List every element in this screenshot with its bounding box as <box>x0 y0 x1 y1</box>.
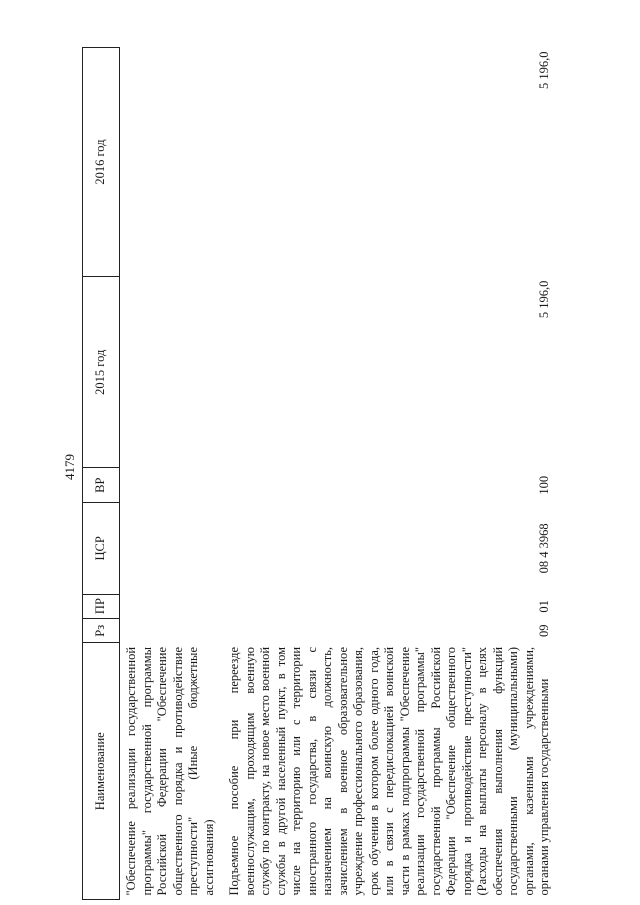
header-2016: 2016 год <box>83 48 120 277</box>
header-2015: 2015 год <box>83 277 120 468</box>
header-csr: ЦСР <box>83 503 120 595</box>
rotated-document-page <box>60 40 600 900</box>
row-name: "Обеспечение реализации государственной программы" государственной программы Российской Федерации "Обеспечение общественного порядка и противодействие преступности" (Иные бюджетные ассигнования) <box>124 646 216 896</box>
row-name: Подъемное пособие при переезде военнослужащим, проходящим военную службу по контракту, на новое место военной службы в другой населенный пункт, в том числе на территорию или с территории иностранного государства, в связи с назначением на воинскую должность, зачислением в военное образовательное учреждение профессионального образования, срок обучения в котором более одного года, или в связи с передислокацией воинской части в рамках подпрограммы "Обеспечение реализации государственной программы" государственной программы Российской Федерации "Обеспечение общественного порядка и противодействие преступности" (Расходы на выплаты персоналу в целях обеспечения выполнения функций государственными (муниципальными) органами, казенными учреждениями, органами управления государственными <box>227 646 551 896</box>
row-2016 <box>120 48 224 277</box>
row-2015: 5 196,0 <box>537 280 551 319</box>
header-rz: Рз <box>83 619 120 643</box>
row-csr: 08 4 3968 <box>537 523 551 574</box>
row-rz: 09 <box>537 624 551 638</box>
header-pr: ПР <box>83 594 120 618</box>
row-pr: 01 <box>537 600 551 613</box>
page-number: 4179 <box>62 454 77 480</box>
row-pr <box>120 594 224 618</box>
table-row <box>120 48 224 900</box>
row-vr <box>120 468 224 503</box>
budget-table <box>82 47 559 900</box>
header-vr: ВР <box>83 468 120 503</box>
header-name: Наименование <box>83 643 120 900</box>
row-csr <box>120 503 224 595</box>
table-row <box>223 48 559 900</box>
row-2015 <box>120 277 224 468</box>
row-rz <box>120 619 224 643</box>
row-2016: 5 196,0 <box>537 51 551 89</box>
row-vr: 100 <box>537 475 551 495</box>
table-header-row <box>83 48 120 900</box>
